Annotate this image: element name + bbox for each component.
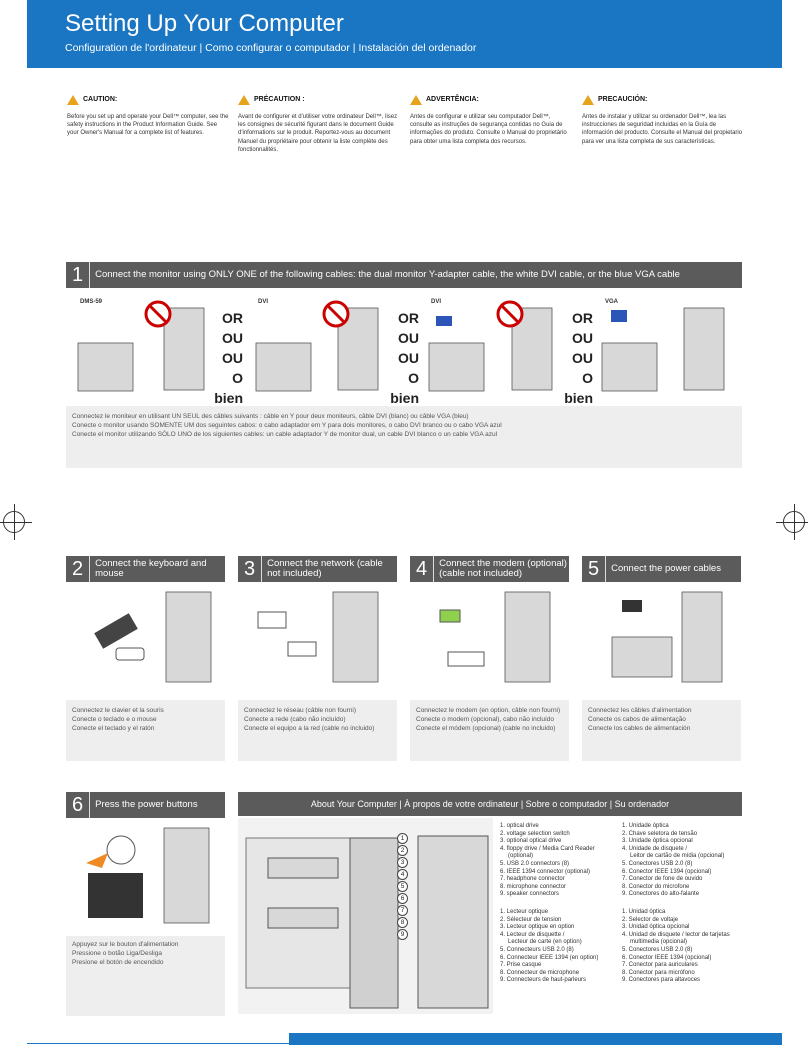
step1-translations: Connectez le moniteur en utilisant UN SEUL des câbles suivants : câble en Y pour deux moniteurs, câble DVI (blanc) ou câble VGA (bleu) Conecte o monitor usando SOMENTE UM dos seguintes cabos: o cabo adaptador em Y para dois monitores, o cabo DVI branco ou o cabo VGA azul Conecte el monitor utilizando SÓLO UNO de los siguientes cables: un cable adaptador Y de monitor dual, un cable DVI blanco o un cable VGA azul: [72, 413, 502, 438]
callout-6: 6: [397, 893, 408, 904]
parts-list-fr: 1. Lecteur optique 2. Sélecteur de tension 3. Lecteur optique en option 4. Lecteur de disquette / Lecteur de carte (en option) 5. Connecteurs USB 2.0 (8) 6. Connecteur IEEE 1394 (en option) 7. Prise casque 8. Connecteur de microphone 9. Connecteurs de haut-parleurs: [500, 909, 599, 984]
header-banner: [27, 0, 782, 68]
caution-pt: ADVERTÊNCIA: Antes de configurar e utilizar seu computador Dell™, consulte as instruções de segurança contidas no Guia de informações do produto. Consulte o Manual do proprietário para obter uma lista completa dos recursos.: [410, 95, 567, 145]
callout-1: 1: [397, 833, 408, 844]
or-block: OR OU OU O bien: [390, 310, 419, 406]
network-illustration: [238, 582, 397, 700]
step3-bar: 3 Connect the network (cable not included): [238, 556, 397, 582]
or-block: OR OU OU O bien: [214, 310, 243, 406]
callout-9: 9: [397, 929, 408, 940]
callout-4: 4: [397, 869, 408, 880]
warning-icon: [410, 95, 422, 105]
parts-list-pt: 1. Unidade óptica 2. Chave seletora de tensão 3. Unidade óptica opcional 4. Unidade de disquete / Leitor de cartão de mídia (opcional) 5. Conectores USB 2.0 (8) 6. Conector IEEE 1394 (opcional) 7. Conector de fone de ouvido 8. Conector do microfone 9. Conectores do alto-falante: [622, 823, 725, 898]
page-title: Setting Up Your Computer: [65, 10, 344, 37]
power-buttons-illustration: [66, 818, 225, 936]
cable-caption-vga: VGA: [605, 299, 619, 305]
step5-translations: Connectez les câbles d'alimentation Conecte os cabos de alimentação Conecte los cables de alimentación: [588, 707, 692, 732]
page-subtitle: Configuration de l'ordinateur | Como configurar o computador | Instalación del ordenador: [65, 42, 477, 54]
or-block: OR OU OU O bien: [564, 310, 593, 406]
footer-bar: [289, 1033, 782, 1045]
cable-caption-dvi-2: DVI: [431, 299, 442, 305]
registration-mark-right: [783, 511, 805, 533]
warning-icon: [582, 95, 594, 105]
caution-en: CAUTION: Before you set up and operate your Dell™ computer, see the safety instructions in the Product Information Guide. See your Owner's Manual for a complete list of features.: [67, 95, 229, 137]
caution-fr: PRÉCAUTION : Avant de configurer et d'utiliser votre ordinateur Dell™, lisez les consignes de sécurité figurant dans le document Guide d'informations sur le produit. Reportez-vous au document Manuel du propriétaire pour obtenir la liste complète des fonctionnalités.: [238, 95, 398, 153]
caution-es: PRECAUCIÓN: Antes de instalar y utilizar su ordenador Dell™, lea las instrucciones de seguridad incluidas en la Guía de información del producto. Consulte el Manual del propietario para ver una lista completa de sus características.: [582, 95, 743, 145]
power-cables-illustration: [582, 582, 741, 700]
registration-mark-left: [3, 511, 25, 533]
cable-caption-dms59: DMS-59: [80, 299, 103, 305]
step4-translations: Connectez le modem (en option, câble non fourni) Conecte o modem (opcional), cabo não incluído Conecte el módem (opcional) (cable no incluido): [416, 707, 561, 732]
step2-bar: 2 Connect the keyboard and mouse: [66, 556, 225, 582]
step5-bar: 5 Connect the power cables: [582, 556, 741, 582]
warning-icon: [238, 95, 250, 105]
callout-2: 2: [397, 845, 408, 856]
callout-7: 7: [397, 905, 408, 916]
step1-bar: 1 Connect the monitor using ONLY ONE of the following cables: the dual monitor Y-adapter cable, the white DVI cable, or the blue VGA cable: [66, 262, 742, 288]
computer-parts-illustration: [238, 818, 493, 1014]
step2-translations: Connectez le clavier et la souris Conecte o teclado e o mouse Conecte el teclado y el ratón: [72, 707, 164, 732]
cable-caption-dvi-1: DVI: [258, 299, 269, 305]
warning-icon: [67, 95, 79, 105]
parts-list-es: 1. Unidad óptica 2. Selector de voltaje 3. Unidad óptica opcional 4. Unidad de disquete / lector de tarjetas multimedia (opcional) 5. Conectores USB 2.0 (8) 6. Conector IEEE 1394 (opcional) 7. Conector para auriculares 8. Conector para micrófono 9. Conectores para altavoces: [622, 909, 730, 984]
step3-translations: Connectez le réseau (câble non fourni) Conecte a rede (cabo não incluído) Conecte el equipo a la red (cable no incluido): [244, 707, 375, 732]
callout-3: 3: [397, 857, 408, 868]
step6-translations: Appuyez sur le bouton d'alimentation Pressione o botão Liga/Desliga Presione el botón de encendido: [72, 941, 179, 966]
modem-illustration: [410, 582, 569, 700]
step4-bar: 4 Connect the modem (optional) (cable not included): [410, 556, 569, 582]
keyboard-mouse-illustration: [66, 582, 225, 700]
callout-5: 5: [397, 881, 408, 892]
callout-8: 8: [397, 917, 408, 928]
footer-line: [27, 1043, 289, 1044]
parts-list-en: 1. optical drive 2. voltage selection switch 3. optional optical drive 4. floppy drive / Media Card Reader (optional) 5. USB 2.0 connectors (8) 6. IEEE 1394 connector (optional) 7. headphone connector 8. microphone connector 9. speaker connectors: [500, 823, 595, 898]
about-bar: About Your Computer | À propos de votre ordinateur | Sobre o computador | Su ordenador: [238, 792, 742, 816]
step6-bar: 6 Press the power buttons: [66, 792, 225, 818]
